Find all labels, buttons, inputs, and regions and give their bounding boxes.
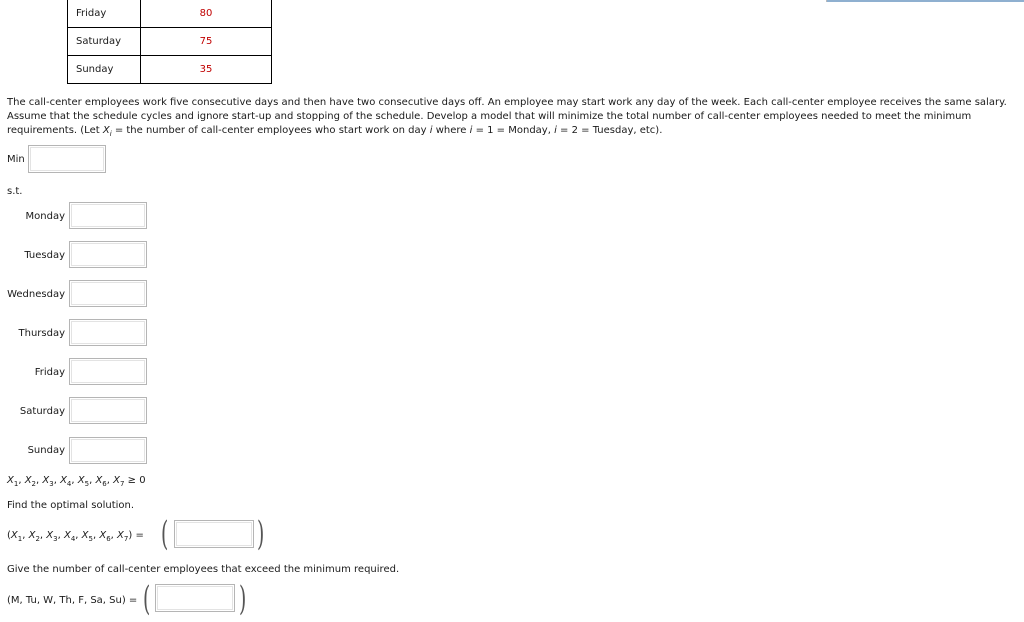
min-label: Min — [7, 154, 25, 165]
table-row — [68, 0, 272, 28]
constraint-label-sunday: Sunday — [27, 445, 65, 456]
constraint-label-saturday: Saturday — [19, 406, 65, 417]
right-paren-icon: ) — [238, 579, 247, 619]
constraint-input-monday[interactable] — [69, 202, 147, 229]
requirements-table — [67, 0, 272, 84]
nonnegativity-constraint: $X_1$, $X_2$, $X_3$, $X_4$, $X_5$, $X_6$, $X_7 \ge 0$ — [7, 475, 146, 488]
table-row — [68, 28, 272, 56]
constraint-input-saturday[interactable] — [69, 397, 147, 424]
constraint-label-tuesday: Tuesday — [24, 250, 65, 261]
constraint-input-wednesday[interactable] — [69, 280, 147, 307]
left-paren-icon: ( — [142, 579, 151, 619]
solution-prompt: Find the optimal solution. — [7, 500, 135, 511]
table-row — [68, 56, 272, 84]
constraint-input-thursday[interactable] — [69, 319, 147, 346]
excess-input[interactable] — [155, 584, 235, 612]
solution-input[interactable] — [174, 520, 254, 548]
constraint-label-monday: Monday — [25, 211, 65, 222]
excess-prompt: Give the number of call-center employees that exceed the minimum required. — [7, 564, 400, 575]
solution-variables-label: ($X_1$, $X_2$, $X_3$, $X_4$, $X_5$, $X_6$, $X_7$) = — [7, 530, 144, 543]
table-day-cell: Friday — [68, 0, 141, 28]
table-value-cell: 75 — [141, 28, 272, 56]
constraint-label-wednesday: Wednesday — [7, 289, 65, 300]
constraint-input-sunday[interactable] — [69, 437, 147, 464]
table-value-cell: 35 — [141, 56, 272, 84]
problem-statement: The call-center employees work five consecutive days and then have two consecutive days off. An employee may start work any day of the week. Each call-center employee receives the same salary. Assume that the schedule cycles and ignore start-up and stopping of the schedule. Develop a model that will minimize the total number of call-center employees needed to meet the minimum requirements. (Let $X_i$ = the number of call-center employees who start work on day i where i = 1 = Monday, i = 2 = Tuesday, etc). — [7, 97, 1007, 138]
top-progress-bar — [826, 0, 1024, 2]
constraint-input-friday[interactable] — [69, 358, 147, 385]
constraint-input-tuesday[interactable] — [69, 241, 147, 268]
table-value-cell: 80 — [141, 0, 272, 28]
table-day-cell: Saturday — [68, 28, 141, 56]
constraint-label-thursday: Thursday — [18, 328, 65, 339]
excess-label: (M, Tu, W, Th, F, Sa, Su) = — [7, 595, 138, 606]
objective-input[interactable] — [28, 145, 106, 173]
left-paren-icon: ( — [160, 514, 169, 554]
st-label: s.t. — [7, 186, 23, 197]
constraint-label-friday: Friday — [34, 367, 65, 378]
right-paren-icon: ) — [256, 514, 265, 554]
table-day-cell: Sunday — [68, 56, 141, 84]
